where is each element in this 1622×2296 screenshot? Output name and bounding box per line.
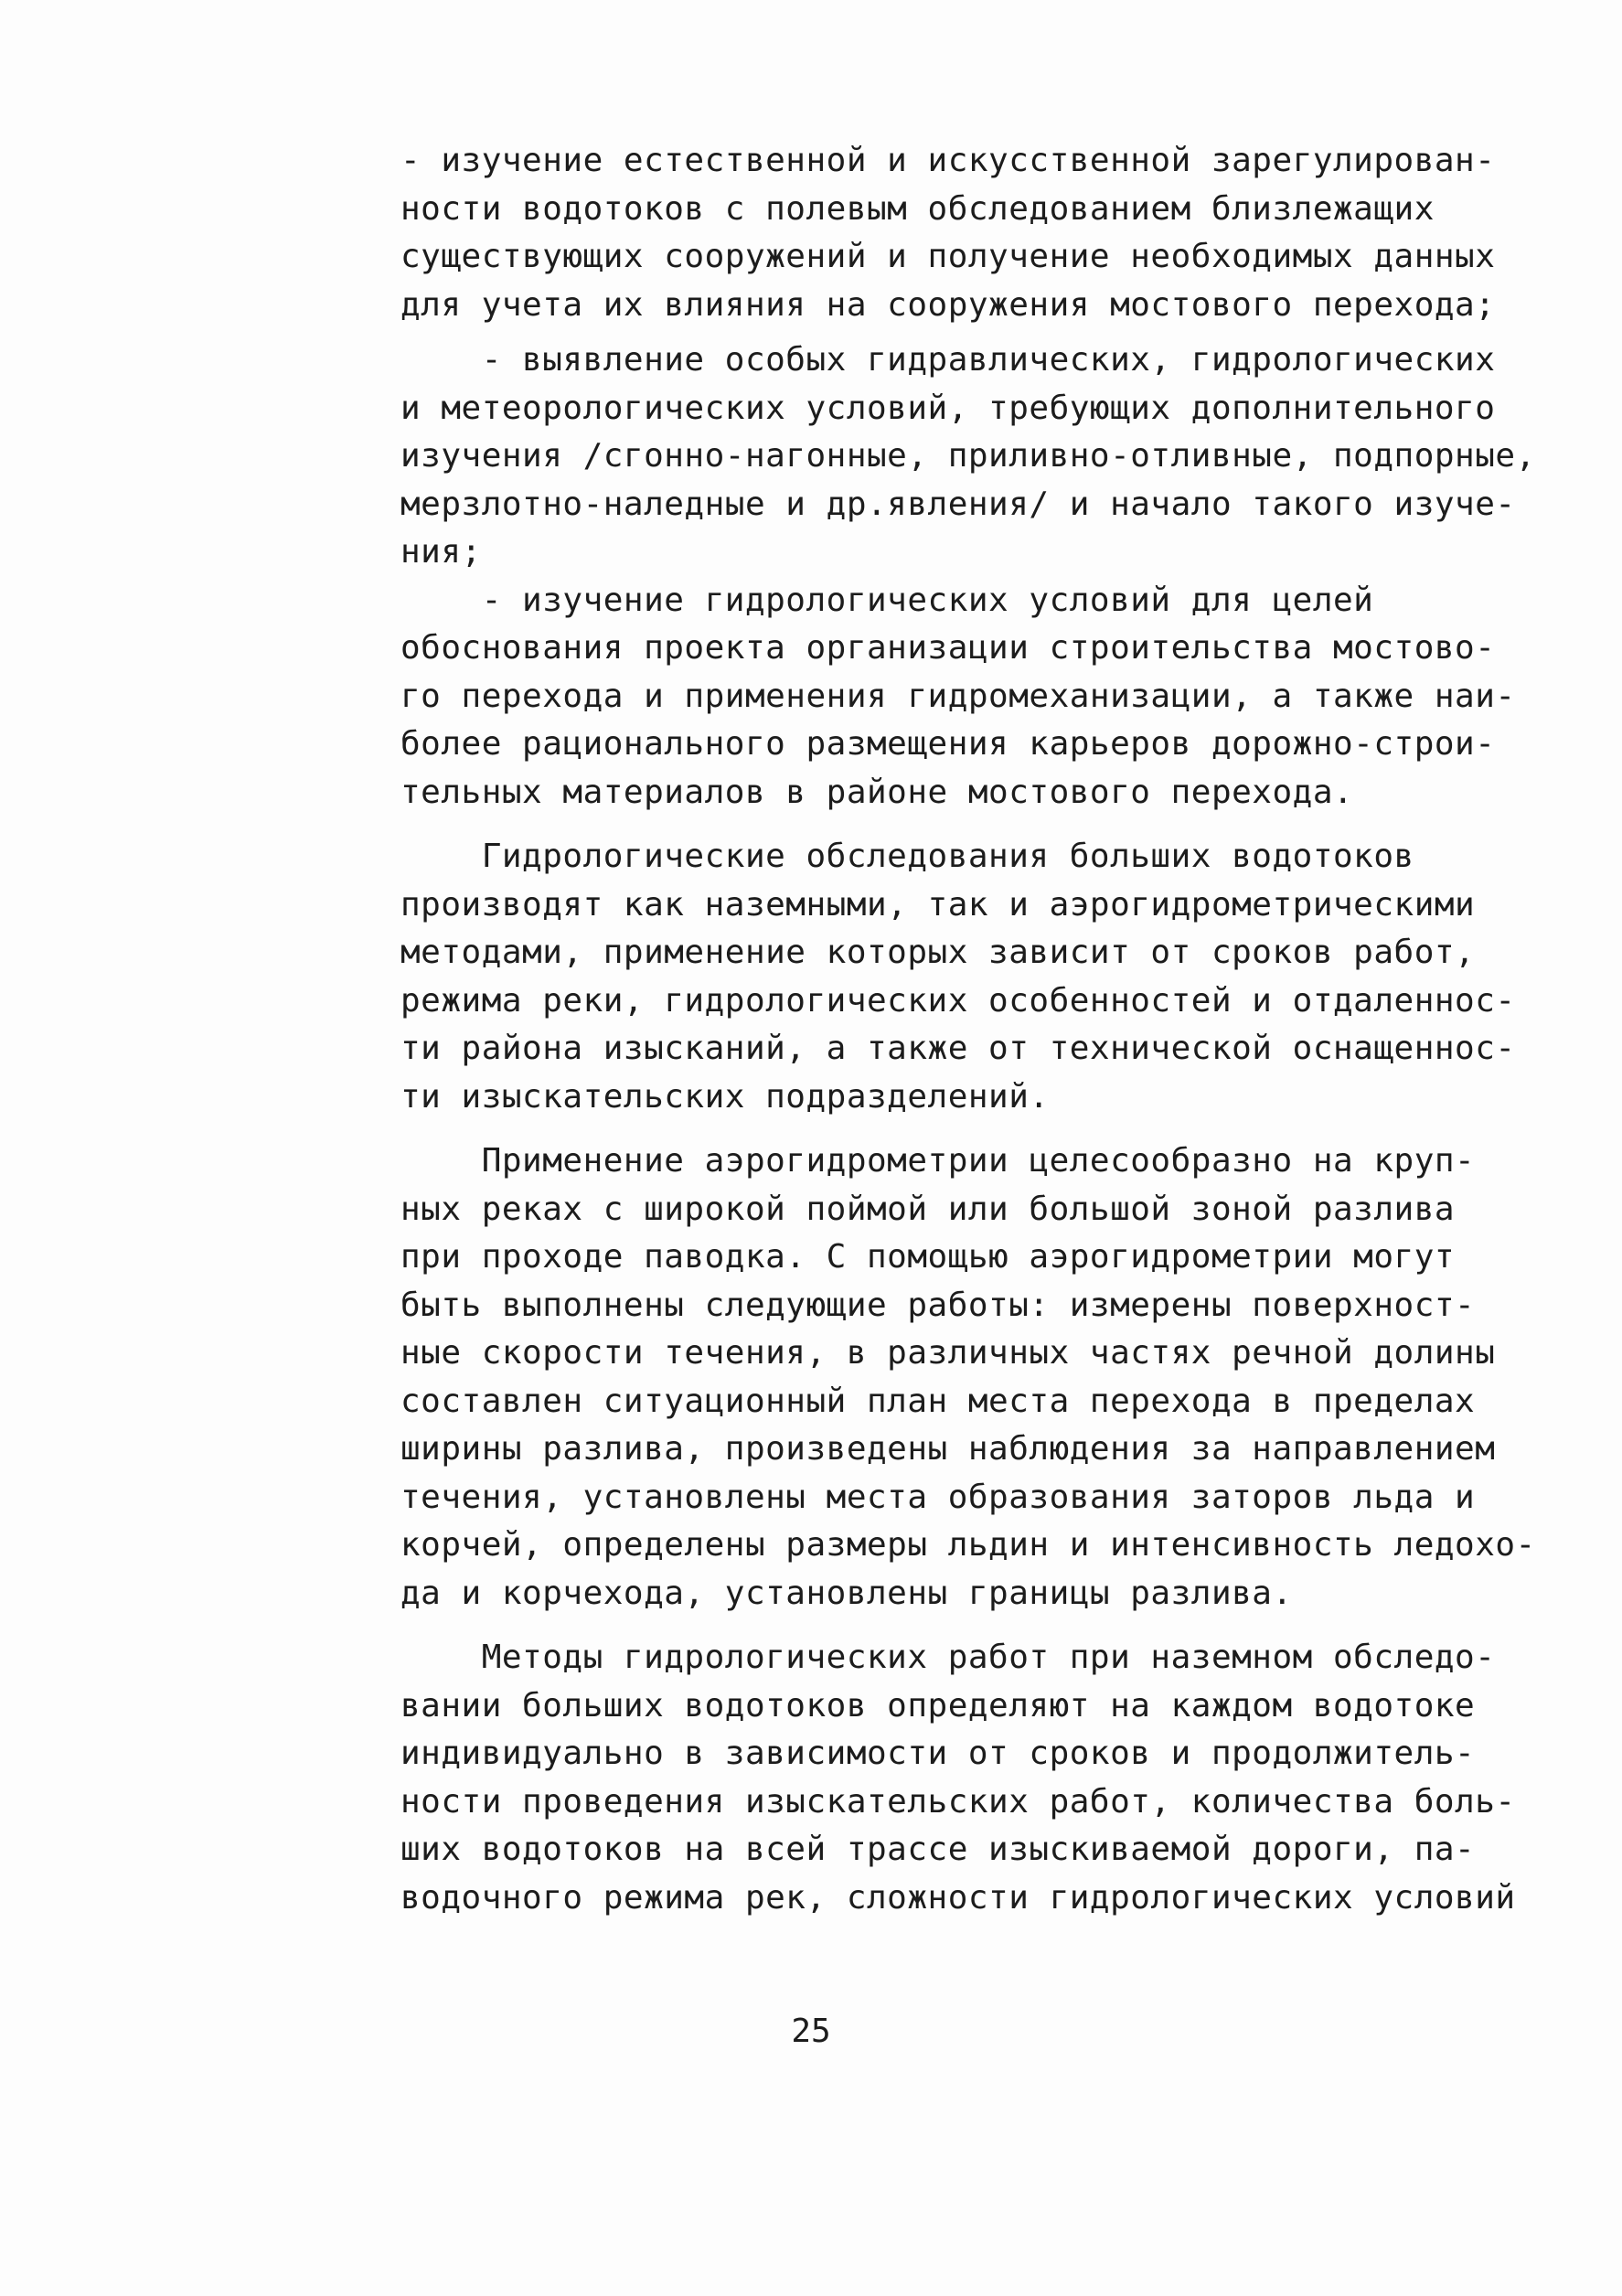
text-line: мерзлотно-наледные и др.явления/ и начало такого изуче- (400, 485, 1516, 523)
paragraph-gap (400, 1121, 1554, 1137)
page-number: 25 (791, 2013, 831, 2050)
text-line: ти изыскательских подразделений. (400, 1077, 1050, 1116)
text-line: производят как наземными, так и аэрогидрометрическими (400, 885, 1476, 924)
paragraph-4 (400, 1137, 1554, 1618)
text-line: Гидрологические обследования больших водотоков (400, 838, 1414, 875)
text-line: да и корчехода, установлены границы разлива. (400, 1574, 1293, 1612)
text-line: ти района изысканий, а также от технической оснащеннос- (400, 1030, 1516, 1067)
text-line: ности проведения изыскательских работ, количества боль- (400, 1782, 1516, 1821)
paragraph-gap (400, 817, 1554, 833)
text-line: обоснования проекта организации строительства мостово- (400, 629, 1496, 667)
paragraph-3 (400, 833, 1554, 1121)
paragraph-gap (400, 1618, 1554, 1634)
text-line: ших водотоков на всей трассе изыскиваемой дороги, па- (400, 1831, 1476, 1868)
body-text (400, 137, 1554, 1922)
text-line: - выявление особых гидравлических, гидрологических (400, 341, 1496, 379)
text-line: изучения /сгонно-нагонные, приливно-отливные, подпорные, (400, 437, 1536, 475)
text-line: более рационального размещения карьеров дорожно-строи- (400, 725, 1496, 763)
text-line: быть выполнены следующие работы: измерены поверхност- (400, 1286, 1476, 1324)
paragraph-5 (400, 1634, 1554, 1922)
text-line: Применение аэрогидрометрии целесообразно на круп- (400, 1142, 1476, 1180)
text-line: режима реки, гидрологических особенностей и отдаленнос- (400, 981, 1516, 1020)
text-line: методами, применение которых зависит от сроков работ, (400, 934, 1476, 971)
paragraph-1 (400, 137, 1554, 329)
text-line: тельных материалов в районе мостового перехода. (400, 773, 1354, 811)
text-line: индивидуально в зависимости от сроков и продолжитель- (400, 1735, 1476, 1772)
text-line: ности водотоков с полевым обследованием близлежащих (400, 189, 1435, 228)
text-line: - изучение гидрологических условий для целей (400, 581, 1374, 619)
text-line: го перехода и применения гидромеханизации, а также наи- (400, 677, 1516, 715)
text-line: при проходе паводка. С помощью аэрогидрометрии могут (400, 1238, 1456, 1276)
text-line: для учета их влияния на сооружения мостового перехода; (400, 285, 1496, 324)
text-line: корчей, определены размеры льдин и интенсивность ледохо- (400, 1526, 1536, 1564)
text-line: составлен ситуационный план места перехода в пределах (400, 1382, 1476, 1420)
text-line: вании больших водотоков определяют на каждом водотоке (400, 1686, 1476, 1725)
text-line: течения, установлены места образования заторов льда и (400, 1478, 1476, 1516)
text-line: существующих сооружений и получение необходимых данных (400, 238, 1496, 275)
paragraph-gap (400, 329, 1554, 336)
text-line: - изучение естественной и искусственной зарегулирован- (400, 142, 1496, 179)
text-line: Методы гидрологических работ при наземном обследо- (400, 1639, 1496, 1676)
text-line: ния; (400, 533, 482, 571)
paragraph-2 (400, 336, 1554, 817)
text-line: ширины разлива, произведены наблюдения за направлением (400, 1430, 1496, 1468)
text-line: и метеорологических условий, требующих дополнительного (400, 389, 1496, 427)
text-line: ные скорости течения, в различных частях речной долины (400, 1334, 1496, 1372)
text-line: ных реках с широкой поймой или большой зоной разлива (400, 1190, 1456, 1228)
text-line: водочного режима рек, сложности гидрологических условий (400, 1878, 1516, 1917)
